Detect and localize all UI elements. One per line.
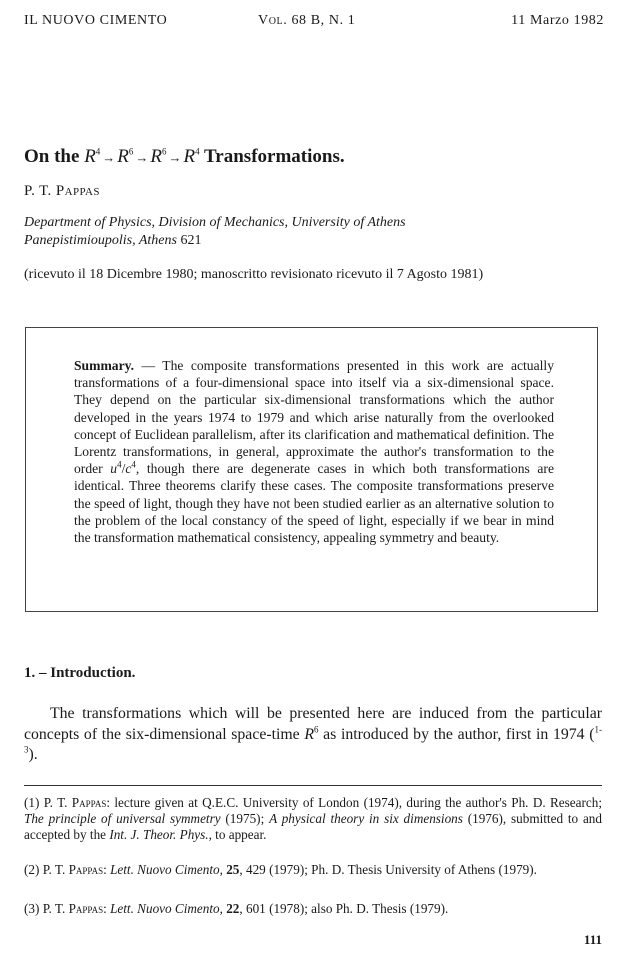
affiliation-postcode: 621 [180, 233, 202, 248]
footnote-italic: The principle of universal symmetry [24, 811, 221, 827]
summary-order-sup2: 4 [131, 459, 136, 470]
summary-order-sup1: 4 [117, 459, 122, 470]
footnote-volume: 22 [226, 901, 240, 916]
intro-sup: 6 [314, 724, 319, 735]
affiliation-city: Panepistimioupolis, Athens [24, 233, 177, 248]
affiliation [24, 214, 406, 250]
footnote-author: P. T. Pappas [43, 795, 107, 810]
intro-text3: ). [28, 746, 38, 763]
footnote-mark: (1) [24, 795, 40, 810]
intro-text1: The transformations which will be presented here are induced from the particular concepts of the six-dimensional space-time [24, 705, 602, 743]
title-sup4b: 4 [195, 146, 200, 157]
footnote-author: P. T. Pappas [42, 901, 104, 916]
footnote-text: (1976), submitted to and accepted by the [24, 811, 602, 843]
footnote-journal: Lett. Nuovo Cimento [110, 862, 220, 877]
footnote-journal: Lett. Nuovo Cimento [110, 901, 220, 916]
intro-text2: as introduced by the author, first in 1974 ( [318, 725, 595, 743]
summary-part1: The composite transformations presented in this work are actually transformations of a four-dimensional space into itself via a six-dimensional space. They depend on the particular six-dimensional transformations which the author developed in the years 1974 to 1979 and which arise naturally from the overlooked concept of Euclidean parallelism, after its clarification and mathematical definition. The Lorentz transformations, in general, approximate the author's transformation to the order [74, 358, 554, 477]
volume-info: Vol. 68 B, N. 1 [258, 13, 356, 28]
author-name: P. T. Pappas [24, 183, 100, 199]
arrow-icon: → [168, 150, 182, 165]
title-sup4a: 4 [95, 146, 101, 157]
received-dates: (ricevuto il 18 Dicembre 1980; manoscritto revisionato ricevuto il 7 Agosto 1981) [24, 267, 484, 282]
section-heading [24, 665, 135, 682]
footnote-text: , 601 (1978); also Ph. D. Thesis (1979). [239, 901, 449, 916]
section-title: – Introduction. [39, 665, 136, 681]
section-number: 1. [24, 665, 36, 681]
footnote-mark: (2) [24, 862, 40, 877]
footnote-text: , 429 (1979); Ph. D. Thesis University of Athens (1979). [239, 862, 537, 877]
footnote-3: (3) P. T. Pappas: Lett. Nuovo Cimento, 22, 601 (1978); also Ph. D. Thesis (1979). [24, 901, 449, 916]
journal-name: IL NUOVO CIMENTO [24, 13, 168, 28]
title-prefix: On the [24, 146, 80, 167]
title-r4b: R [183, 146, 196, 167]
title-suffix: Transformations. [204, 146, 345, 167]
affiliation-line2 [24, 232, 406, 250]
paper-title [24, 146, 345, 168]
intro-r: R [304, 725, 314, 743]
title-r4a: R [84, 146, 96, 167]
title-r6b: R [150, 146, 163, 167]
footnote-text: , to appear. [208, 827, 267, 843]
footnote-text: (1975); [220, 811, 270, 827]
footnote-volume: 25 [226, 862, 240, 877]
intro-ref: 1-3 [24, 724, 602, 755]
issue-date: 11 Marzo 1982 [511, 13, 604, 28]
summary-text: Summary. — The composite transformations presented in this work are actually transformations of a four-dimensional space into itself via a six-dimensional space. They depend on the particular six-dimensional transformations which the author developed in the years 1974 to 1979 and which arise naturally from the overlooked concept of Euclidean parallelism, after its clarification and mathematical definition. The Lorentz transformations, in general, approximate the author's transformation to the order $u^4/c^4$, though there are degenerate cases in which both transformations are identical. Three theorems clarify these cases. The composite transformations preserve the speed of light, though they have not been studied earlier as an alternative solution to the problem of the local constancy of the speed of light, especially if we bear in mind the transformation mathematical consistency, appealing symmetry and beauty. [74, 358, 554, 546]
summary-dash: — [134, 358, 163, 373]
page-number: 111 [583, 932, 602, 947]
summary-part2: , though there are degenerate cases in which both transformations are identical. Three theorems clarify these cases. The composite transformations preserve the speed of light, though they have not been studied earlier as an alternative solution to the problem of the local constancy of the speed of light, especially if we bear in mind the transformation mathematical consistency, appealing symmetry and beauty. [74, 461, 554, 546]
affiliation-line1: Department of Physics, Division of Mechanics, University of Athens [24, 215, 406, 230]
footnote-italic: Int. J. Theor. Phys. [109, 827, 209, 843]
footnote-mark: (3) [24, 901, 40, 916]
title-sup6a: 6 [128, 146, 134, 157]
arrow-icon: → [135, 150, 149, 165]
footnote-rule [24, 785, 602, 786]
summary-order-c: c [125, 461, 132, 477]
footnote-1 [24, 795, 602, 844]
intro-paragraph [24, 704, 602, 766]
title-r6a: R [117, 146, 129, 167]
footnote-author: P. T. Pappas [42, 862, 104, 877]
summary-order-u: u [110, 461, 118, 477]
footnote-2: (2) P. T. Pappas: Lett. Nuovo Cimento, 25, 429 (1979); Ph. D. Thesis University of Athens (1979). [24, 862, 537, 877]
arrow-icon: → [102, 150, 116, 165]
title-sup6b: 6 [162, 146, 167, 157]
summary-label: Summary. [74, 358, 135, 373]
footnote-text: : lecture given at Q.E.C. University of London (1974), during the author's Ph. D. Research; [106, 795, 603, 810]
footnote-italic: A physical theory in six dimensions [269, 811, 463, 827]
